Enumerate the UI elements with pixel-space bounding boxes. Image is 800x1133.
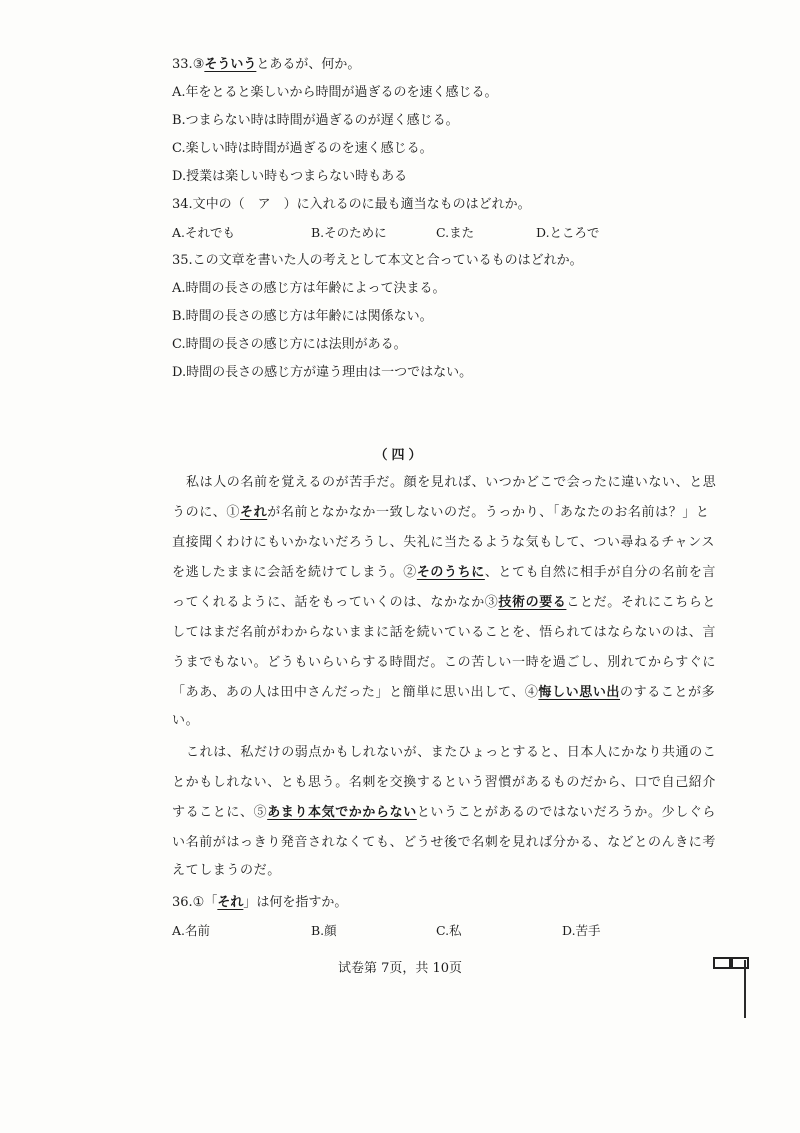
section-title: （四） — [374, 448, 426, 463]
passage-line — [172, 564, 716, 582]
q36-option-b: B.顔 — [311, 923, 337, 938]
passage-line: 私は人の名前を覚えるのが苦手だ。顔を見れば、いつかどこで会ったに違いない、と思 — [186, 475, 717, 490]
q33-option-a: A.年をとると楽しいから時間が過ぎるのを速く感じる。 — [172, 85, 498, 100]
question-33-marker: ③ — [192, 57, 205, 72]
question-36-underlined: それ — [217, 895, 244, 910]
binding-mark — [731, 957, 749, 969]
question-36 — [172, 894, 347, 912]
passage-text: のすることが多 — [620, 685, 716, 700]
q33-option-b: B.つまらない時は時間が過ぎるのが遅く感じる。 — [172, 113, 459, 128]
underline-1: それ — [240, 505, 268, 520]
binding-mark — [713, 957, 731, 969]
passage-line — [172, 684, 715, 702]
question-36-number: 36.①「 — [172, 895, 218, 910]
passage-text: を逃したままに会話を続けてしまう。② — [172, 565, 417, 580]
q35-option-d: D.時間の長さの感じ方が違う理由は一つではない。 — [172, 365, 473, 380]
question-36-rest: 」は何を指すか。 — [243, 895, 348, 910]
passage-text: ってくれるように、話をもっていくのは、なかなか③ — [172, 595, 499, 610]
passage-line — [172, 804, 716, 822]
passage-line: 直接聞くわけにもいかないだろうし、失礼に当たるような気もして、つい尋ねるチャンス — [172, 535, 715, 550]
passage-line: とかもしれない、とも思う。名刺を交換するという習慣があるものだから、口で自己紹介 — [172, 775, 717, 790]
page-footer: 试卷第 7页，共 10页 — [337, 961, 463, 976]
q34-option-c: C.また — [436, 225, 475, 240]
question-33-underlined: そういう — [204, 57, 257, 72]
passage-line — [172, 504, 710, 522]
passage-text: することに、⑤ — [172, 805, 268, 820]
passage-text: 、とても自然に相手が自分の名前を言 — [484, 565, 717, 580]
q35-option-b: B.時間の長さの感じ方は年齢には関係ない。 — [172, 309, 433, 324]
q35-option-a: A.時間の長さの感じ方は年齢によって決まる。 — [172, 281, 446, 296]
scan-edge-line — [744, 960, 746, 1018]
passage-text: が名前となかなか一致しないのだ。うっかり、「あなたのお名前は？」と — [267, 505, 710, 520]
question-33-rest: とあるが、何か。 — [256, 57, 361, 72]
passage-line: えてしまうのだ。 — [172, 863, 281, 878]
question-35: 35.この文章を書いた人の考えとして本文と合っているものはどれか。 — [172, 253, 583, 268]
q33-option-d: D.授業は楽しい時もつまらない時もある — [172, 169, 408, 184]
question-33-number: 33. — [172, 57, 193, 72]
question-33 — [172, 56, 360, 74]
passage-line: い。 — [172, 713, 200, 728]
question-34: 34.文中の（ ア ）に入れるのに最も適当なものはどれか。 — [172, 197, 531, 212]
q34-option-a: A.それでも — [172, 225, 236, 240]
underline-5: あまり本気でかからない — [267, 805, 417, 820]
q34-option-d: D.ところで — [536, 225, 600, 240]
passage-text: うのに、① — [172, 505, 241, 520]
passage-line: い名前がはっきり発音されなくても、どうせ後で名刺を見れば分かる、などとのんきに考 — [172, 835, 717, 850]
passage-text: 「ああ、あの人は田中さんだった」と簡単に思い出して、④ — [172, 685, 539, 700]
q36-option-a: A.名前 — [172, 923, 211, 938]
passage-line: してはまだ名前がわからないままに話を続いていることを、悟られてはならないのは、言 — [172, 625, 717, 640]
passage-line: これは、私だけの弱点かもしれないが、またひょっとすると、日本人にかなり共通のこ — [186, 745, 717, 760]
q36-option-d: D.苦手 — [562, 923, 601, 938]
passage-text: ことだ。それにこちらと — [566, 595, 717, 610]
underline-3: 技術の要る — [498, 595, 567, 610]
passage-line — [172, 594, 716, 612]
q33-option-c: C.楽しい時は時間が過ぎるのを速く感じる。 — [172, 141, 433, 156]
q36-option-c: C.私 — [436, 923, 462, 938]
passage-text: ということがあるのではないだろうか。少しぐら — [416, 805, 717, 820]
passage-line: うまでもない。どうもいらいらする時間だ。この苦しい一時を過ごし、別れてからすぐに — [172, 655, 717, 670]
underline-2: そのうちに — [416, 565, 485, 580]
q34-option-b: B.そのために — [311, 225, 387, 240]
q35-option-c: C.時間の長さの感じ方には法則がある。 — [172, 337, 407, 352]
underline-4: 悔しい思い出 — [538, 685, 621, 700]
